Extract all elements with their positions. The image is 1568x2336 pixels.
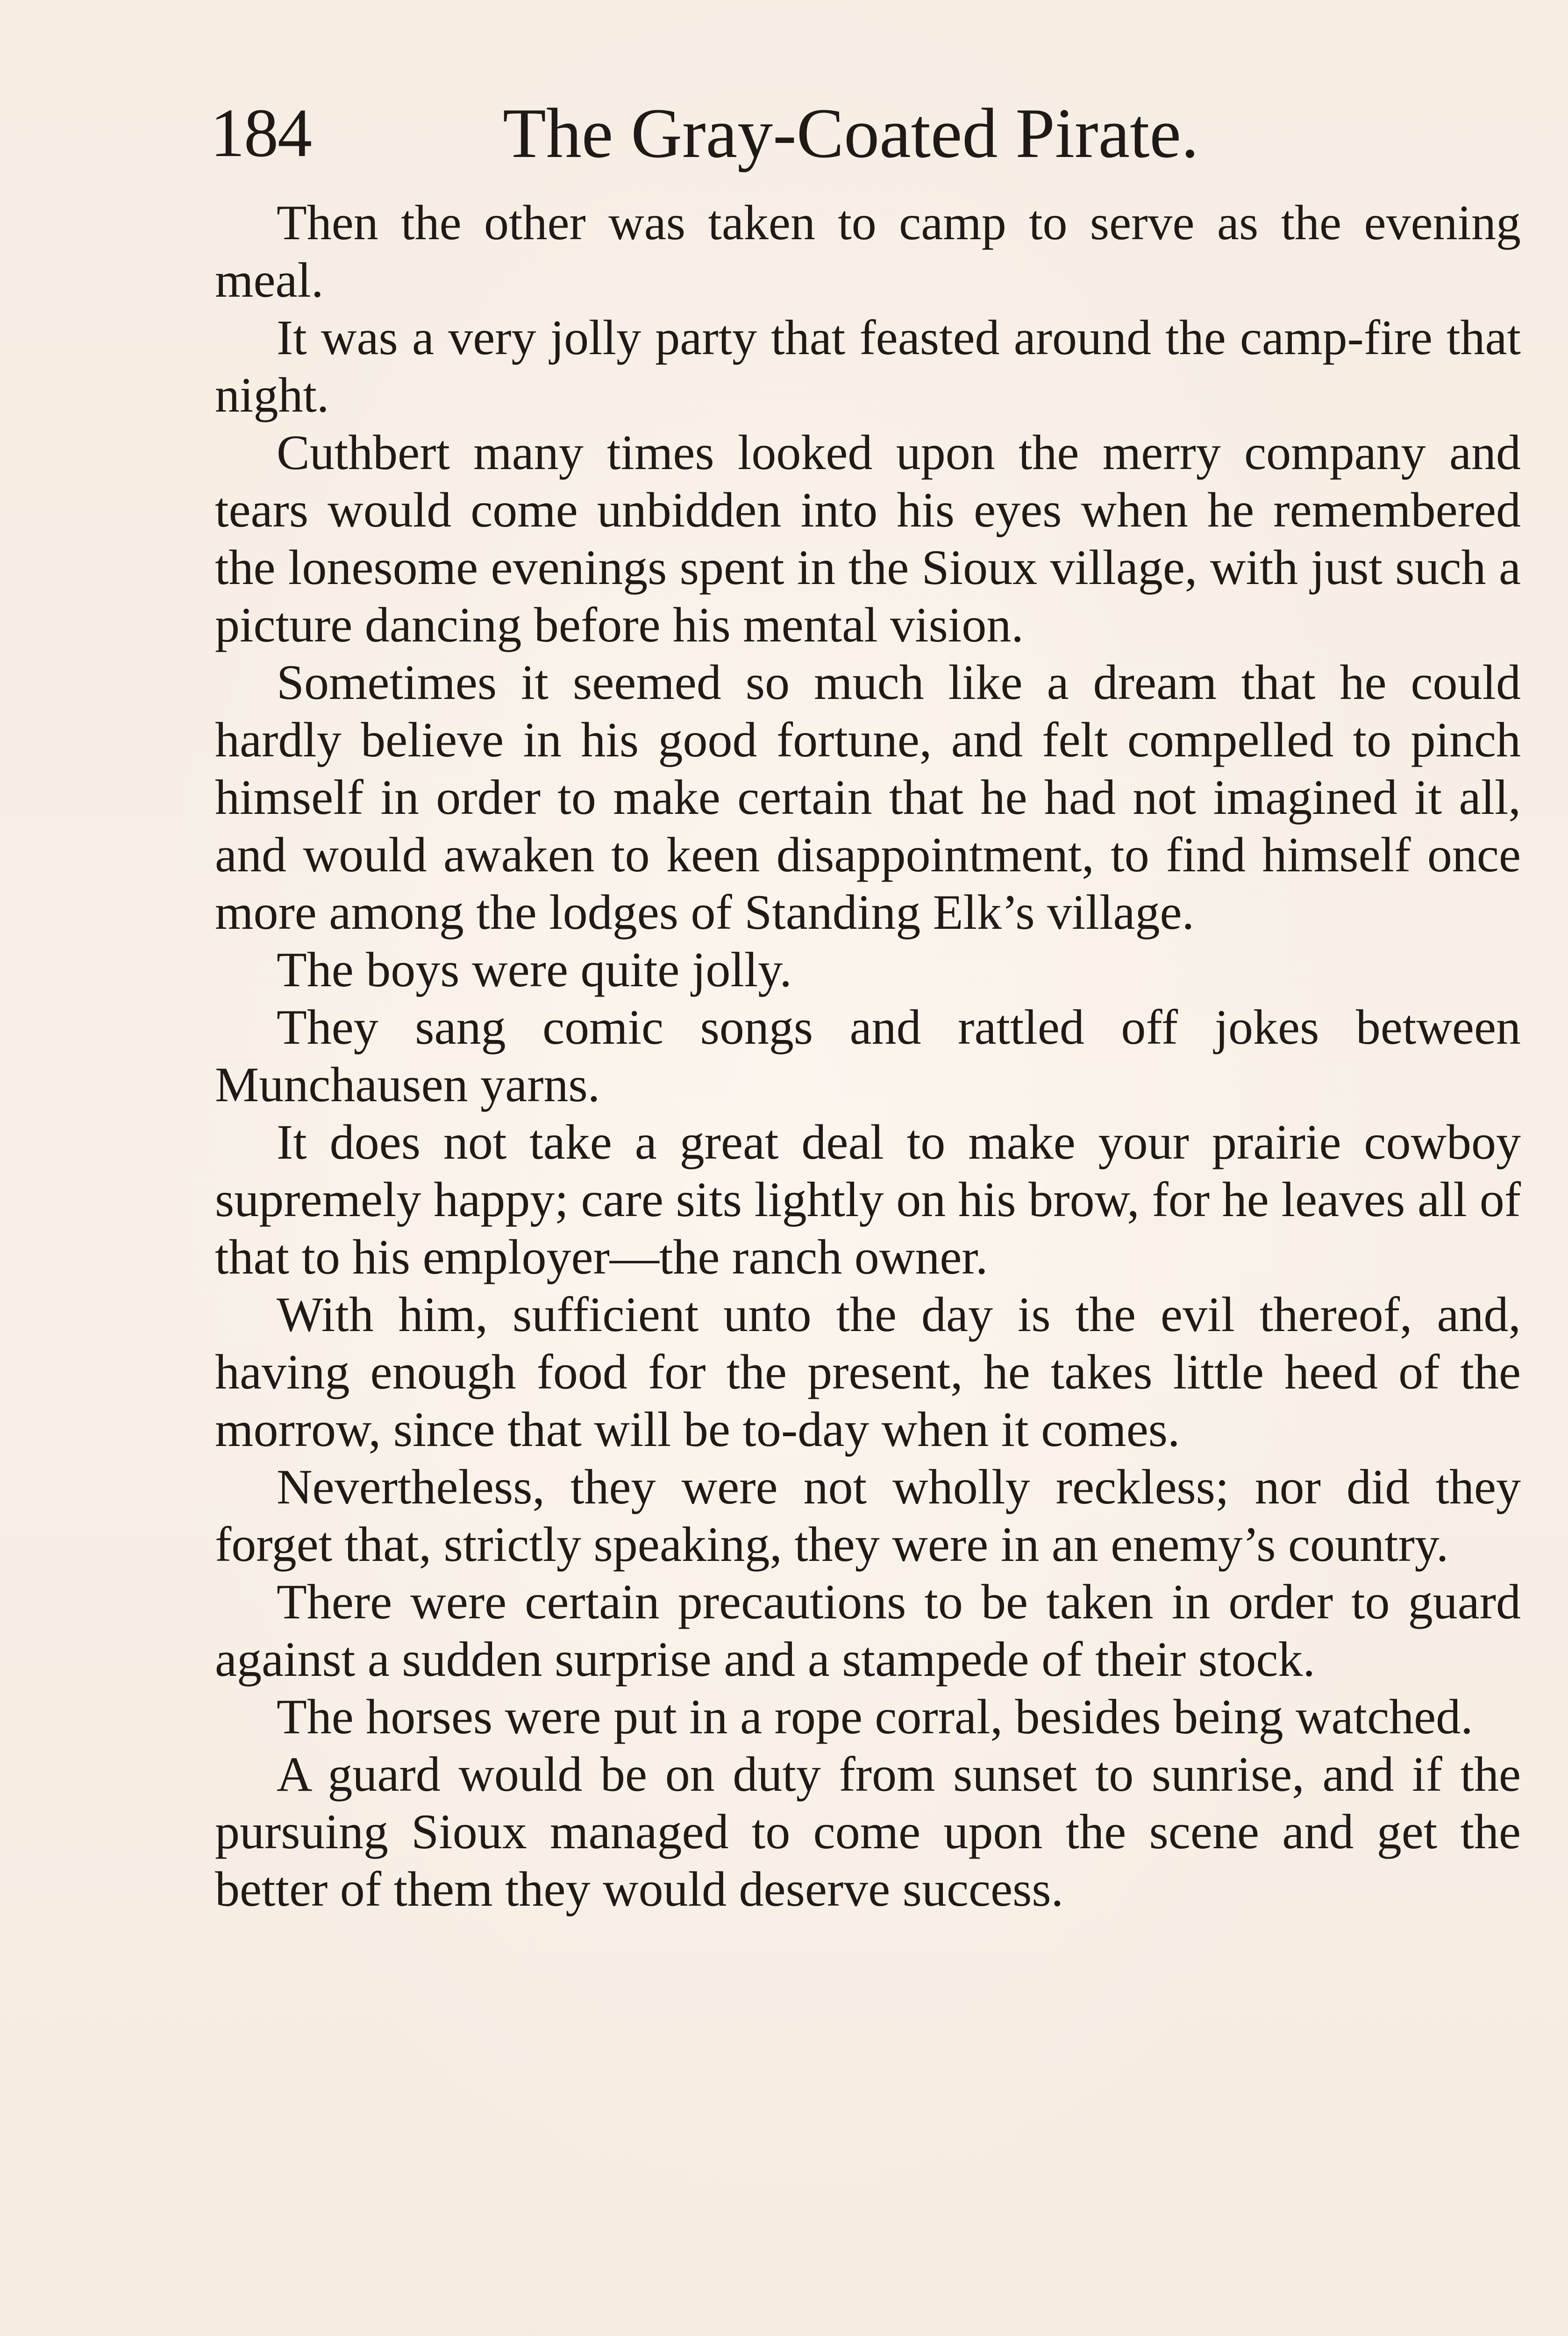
body-text	[215, 194, 1521, 1918]
paragraph: The boys were quite jolly.	[277, 942, 792, 997]
page-title: The Gray-Coated Pirate.	[503, 94, 1199, 172]
paragraph: Sometimes it seemed so much like a dream that he could hardly believe in his good fortune, and felt compelled to pinch himself in order to make certain that he had not imagined it all, and would awaken to keen disappointment, to find himself once more among the lodges of Standing Elk’s village.	[215, 655, 1521, 940]
paragraph: It does not take a great deal to make your prairie cowboy supremely happy; care sits lightly on his brow, for he leaves all of that to his employer—the ranch owner.	[215, 1115, 1521, 1284]
running-head	[210, 86, 1219, 180]
paragraph: Then the other was taken to camp to serve as the evening meal.	[215, 195, 1521, 307]
page-number: 184	[210, 95, 311, 171]
paragraph: The horses were put in a rope corral, besides being watched.	[277, 1689, 1473, 1744]
paragraph: It was a very jolly party that feasted around the camp-fire that night.	[215, 310, 1521, 422]
paragraph: They sang comic songs and rattled off jokes between Munchausen yarns.	[215, 1000, 1521, 1112]
paragraph: A guard would be on duty from sunset to sunrise, and if the pursuing Sioux managed to come upon the scene and get the better of them they would deserve success.	[215, 1747, 1521, 1916]
paragraph: There were certain precautions to be taken in order to guard against a sudden surprise and a stampede of their stock.	[215, 1574, 1521, 1687]
paragraph: With him, sufficient unto the day is the evil thereof, and, having enough food for the present, he takes little heed of the morrow, since that will be to-day when it comes.	[215, 1287, 1521, 1457]
paragraph: Cuthbert many times looked upon the merry company and tears would come unbidden into his eyes when he remembered the lonesome evenings spent in the Sioux village, with just such a picture dancing before his mental vision.	[215, 425, 1521, 652]
paragraph: Nevertheless, they were not wholly reckless; nor did they forget that, strictly speaking, they were in an enemy’s country.	[215, 1460, 1521, 1572]
